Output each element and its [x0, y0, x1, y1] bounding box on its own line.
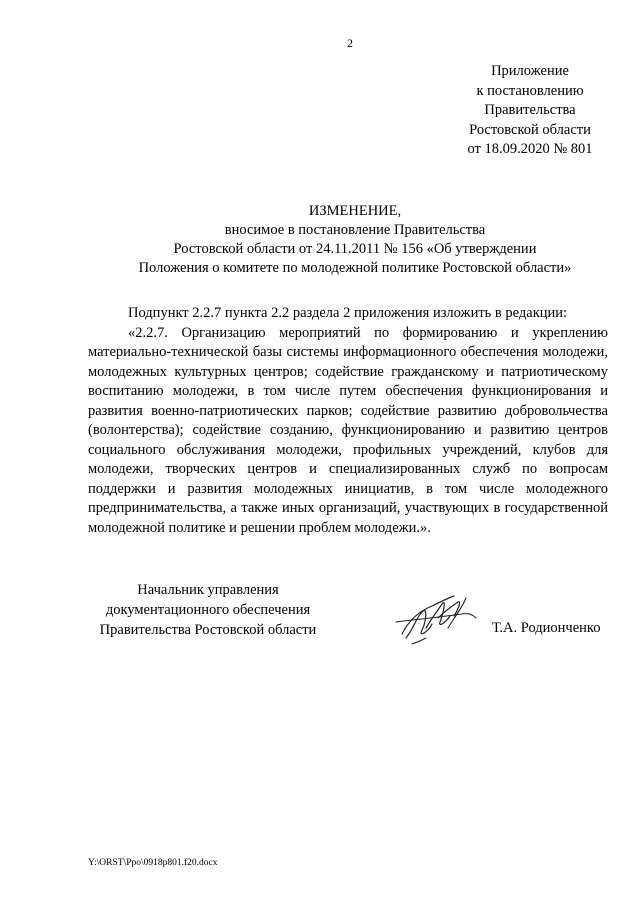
- title-line: Положения о комитете по молодежной политике Ростовской области»: [138, 260, 572, 276]
- intro-paragraph: Подпункт 2.2.7 пункта 2.2 раздела 2 приложения изложить в редакции:: [128, 305, 568, 321]
- title-line: Ростовской области от 24.11.2011 № 156 «Об утверждении: [173, 241, 537, 257]
- handwritten-signature: [392, 588, 480, 650]
- signer-name: Т.А. Родионченко: [492, 620, 601, 636]
- document-body: [88, 304, 608, 538]
- title-heading: ИЗМЕНЕНИЕ,: [308, 203, 402, 219]
- appendix-block: [420, 62, 640, 160]
- signer-position: [88, 580, 328, 640]
- position-line: Начальник управления: [137, 582, 279, 598]
- appendix-line: Приложение: [491, 63, 569, 79]
- appendix-line: к постановлению: [476, 82, 584, 99]
- document-title: [60, 202, 640, 278]
- position-line: Правительства Ростовской области: [99, 622, 317, 638]
- page-number: 2: [347, 36, 353, 50]
- appendix-line: от 18.09.2020 № 801: [467, 141, 593, 157]
- appendix-line: Правительства: [484, 102, 576, 118]
- file-path: Y:\ORST\Ppo\0918p801.f20.docx: [88, 858, 218, 868]
- quoted-paragraph: «2.2.7. Организацию мероприятий по формированию и укреплению материально-технической базы системы информационного обеспечения молодежи, молодежных культурных центров; содействие гражданскому и патриотическому воспитанию молодежи, в том числе путем обеспечения функционирования и развития военно-патриотических парков; содействие развитию добровольчества (волонтерства); содействие созданию, функционированию и развитию центров социального обслуживания молодежи, профильных учреждений, клубов для молодежи, творческих центров и специализированных служб по вопросам поддержки и развития молодежных инициатив, в том числе молодежного предпринимательства, а также иных организаций, участвующих в государственной молодежной политике и решении проблем молодежи.».: [88, 324, 608, 536]
- title-line: вносимое в постановление Правительства: [224, 222, 486, 238]
- position-line: документационного обеспечения: [105, 602, 311, 618]
- appendix-line: Ростовской области: [469, 121, 591, 138]
